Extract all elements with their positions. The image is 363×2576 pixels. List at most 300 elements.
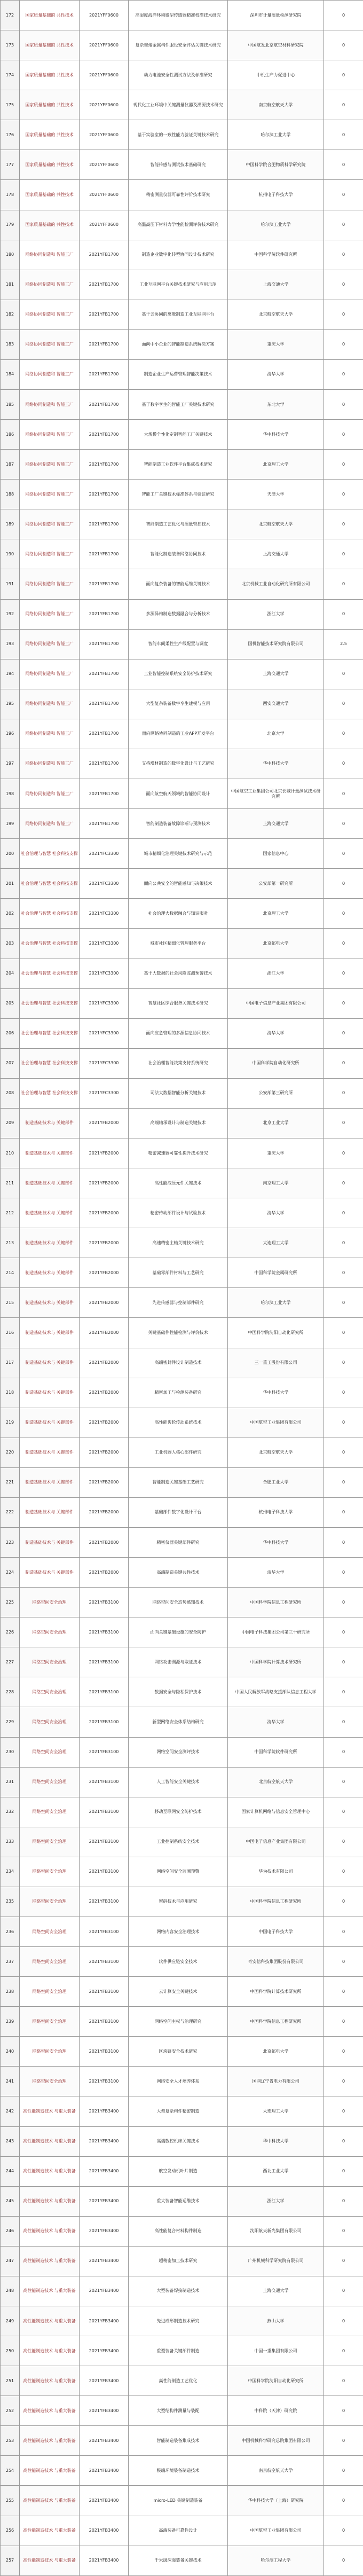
project-code: 2021YFC3300	[80, 839, 129, 869]
row-number: 249	[1, 2306, 20, 2336]
project-title: 大型复杂装备数字孪生建模与应用	[129, 689, 228, 719]
project-code: 2021YFB3100	[80, 1707, 129, 1737]
project-title: 软件供应链安全技术	[129, 1947, 228, 1977]
lead-organization: 北京航空航天大学	[228, 509, 324, 539]
table-row	[1, 929, 363, 959]
domain-field: 社会治理与智慧 社会科技支撑	[20, 988, 80, 1018]
row-number: 222	[1, 1497, 20, 1527]
table-row	[1, 569, 363, 599]
project-title: 支持增材制造的数字化设计与工艺研究	[129, 749, 228, 779]
domain-field: 社会治理与智慧 社会科技支撑	[20, 1018, 80, 1048]
lead-organization: 中国科学院信息工程研究所	[228, 1588, 324, 1617]
row-number: 178	[1, 180, 20, 210]
project-title: 智能车间柔性生产线配置与调度	[129, 629, 228, 659]
lead-organization: 中国航空工业集团有限公司	[228, 2516, 324, 2546]
row-number: 212	[1, 1198, 20, 1228]
table-row	[1, 1408, 363, 1438]
row-number: 185	[1, 390, 20, 420]
lead-organization: 上海交通大学	[228, 539, 324, 569]
funding-amount: 0	[324, 2126, 363, 2156]
domain-field: 社会治理与智慧 社会科技支撑	[20, 839, 80, 869]
table-row	[1, 1527, 363, 1557]
funding-amount: 0	[324, 899, 363, 929]
table-row	[1, 1647, 363, 1677]
table-row	[1, 2126, 363, 2156]
domain-field: 国家质量基础的 共性技术	[20, 150, 80, 180]
domain-field: 网络协同制造和 智能工厂	[20, 359, 80, 389]
project-title: 高性能复合材料构件制造	[129, 2216, 228, 2246]
domain-field: 网络协同制造和 智能工厂	[20, 719, 80, 749]
funding-amount: 0	[324, 539, 363, 569]
funding-amount: 0	[324, 2486, 363, 2516]
table-row	[1, 1827, 363, 1857]
project-code: 2021YFB3100	[80, 2067, 129, 2096]
domain-field: 制造基础技术与 关键部件	[20, 1198, 80, 1228]
project-title: 司法大数据智能分析关键技术	[129, 1078, 228, 1108]
project-title: 精密仪器关键部件研究	[129, 1527, 228, 1557]
project-code: 2021YFC3300	[80, 1078, 129, 1108]
lead-organization: 中国航发北京航空材料研究院	[228, 30, 324, 60]
project-code: 2021YFB1700	[80, 480, 129, 509]
lead-organization: 中机生产力促进中心	[228, 60, 324, 90]
lead-organization: 公安部第三研究所	[228, 1078, 324, 1108]
lead-organization: 中国科学院计算技术研究所	[228, 1647, 324, 1677]
project-code: 2021YFB3400	[80, 2246, 129, 2276]
funding-amount: 0	[324, 480, 363, 509]
lead-organization: 杭州电子科技大学	[228, 1497, 324, 1527]
domain-field: 高性能制造技术 与重大装备	[20, 2126, 80, 2156]
project-code: 2021YFB1700	[80, 629, 129, 659]
table-row	[1, 60, 363, 90]
row-number: 218	[1, 1378, 20, 1408]
project-code: 2021YFB3400	[80, 2216, 129, 2246]
funding-amount: 0	[324, 1827, 363, 1857]
funding-amount: 0	[324, 1677, 363, 1707]
lead-organization: 中科院（天津）研究院	[228, 2396, 324, 2426]
funding-amount: 0	[324, 2186, 363, 2216]
project-title: 重大装备智能运维技术	[129, 2186, 228, 2216]
row-number: 223	[1, 1527, 20, 1557]
domain-field: 网络空间安全治理	[20, 1707, 80, 1737]
table-row	[1, 2276, 363, 2306]
table-row	[1, 1677, 363, 1707]
funding-amount: 0	[324, 1288, 363, 1318]
domain-field: 社会治理与智慧 社会科技支撑	[20, 869, 80, 899]
table-row	[1, 1378, 363, 1408]
row-number: 180	[1, 240, 20, 270]
table-row	[1, 1138, 363, 1168]
project-code: 2021YFB1700	[80, 539, 129, 569]
row-number: 176	[1, 120, 20, 150]
lead-organization: 中国科学院自动化研究所	[228, 1048, 324, 1078]
funding-amount: 0	[324, 1408, 363, 1438]
project-code: 2021YFB3400	[80, 2456, 129, 2486]
lead-organization: 杭州电子科技大学	[228, 180, 324, 210]
project-code: 2021YFB1700	[80, 240, 129, 270]
project-title: 高端轴承设计与制造关键技术	[129, 1108, 228, 1138]
project-title: 基础部件数字化设计平台	[129, 1497, 228, 1527]
domain-field: 网络协同制造和 智能工厂	[20, 509, 80, 539]
domain-field: 高性能制造技术 与重大装备	[20, 2156, 80, 2186]
project-title: 智能制造装备集成技术	[129, 2426, 228, 2456]
table-row	[1, 90, 363, 120]
funding-amount: 0	[324, 2306, 363, 2336]
lead-organization: 北京理工大学	[228, 450, 324, 480]
table-row	[1, 899, 363, 929]
project-code: 2021YFC3300	[80, 1018, 129, 1048]
domain-field: 网络空间安全治理	[20, 1827, 80, 1857]
project-title: 网络空间安全态势感知技术	[129, 1588, 228, 1617]
row-number: 183	[1, 329, 20, 359]
project-code: 2021YFF0600	[80, 1, 129, 30]
table-row	[1, 1168, 363, 1198]
lead-organization: 中国电子科技大学	[228, 1917, 324, 1947]
domain-field: 网络协同制造和 智能工厂	[20, 599, 80, 629]
project-code: 2021YFB2000	[80, 1108, 129, 1138]
row-number: 197	[1, 749, 20, 779]
lead-organization: 北京航空航天大学	[228, 300, 324, 329]
table-row	[1, 1707, 363, 1737]
funding-amount: 0	[324, 2396, 363, 2426]
funding-amount: 0	[324, 1018, 363, 1048]
project-title: 高端制造关键共性技术	[129, 1558, 228, 1588]
project-code: 2021YFB3400	[80, 2156, 129, 2186]
funding-amount: 0	[324, 569, 363, 599]
project-code: 2021YFB3400	[80, 2516, 129, 2546]
domain-field: 网络空间安全治理	[20, 1647, 80, 1677]
row-number: 228	[1, 1677, 20, 1707]
project-title: 基础零部件材料与工艺研究	[129, 1258, 228, 1288]
lead-organization: 中国科学院信息工程研究所	[228, 1887, 324, 1917]
table-row	[1, 1797, 363, 1827]
row-number: 195	[1, 689, 20, 719]
row-number: 235	[1, 1887, 20, 1917]
table-row	[1, 1617, 363, 1647]
project-title: 大型复杂构件精密制造	[129, 2096, 228, 2126]
project-title: 复杂难熔金属构件服役安全评估关键技术研究	[129, 30, 228, 60]
lead-organization: 中国航空工业集团公司北京长城计量测试技术研究所	[228, 779, 324, 809]
project-title: 智能传感与测试技术基础研究	[129, 150, 228, 180]
project-title: 动力电池安全性测试方法及标准研究	[129, 60, 228, 90]
row-number: 245	[1, 2186, 20, 2216]
project-title: 高性能液压元件关键技术	[129, 1168, 228, 1198]
table-row	[1, 2306, 363, 2336]
funding-amount: 0	[324, 2216, 363, 2246]
funding-amount: 0	[324, 2426, 363, 2456]
lead-organization: 广州机械科学研究院有限公司	[228, 2246, 324, 2276]
lead-organization: 国网辽宁省电力有限公司	[228, 2067, 324, 2096]
table-row	[1, 2037, 363, 2067]
row-number: 250	[1, 2336, 20, 2366]
project-title: 移动互联网安全防护技术	[129, 1797, 228, 1827]
project-code: 2021YFB3100	[80, 1767, 129, 1797]
funding-amount: 0	[324, 1588, 363, 1617]
row-number: 227	[1, 1647, 20, 1677]
project-code: 2021YFB2000	[80, 1408, 129, 1438]
domain-field: 高性能制造技术 与重大装备	[20, 2276, 80, 2306]
funding-amount: 0	[324, 240, 363, 270]
domain-field: 制造基础技术与 关键部件	[20, 1408, 80, 1438]
domain-field: 网络空间安全治理	[20, 2067, 80, 2096]
project-code: 2021YFB3100	[80, 1797, 129, 1827]
lead-organization: 中国人民解放军战略支援部队信息工程大学	[228, 1677, 324, 1707]
row-number: 231	[1, 1767, 20, 1797]
project-code: 2021YFB1700	[80, 719, 129, 749]
project-code: 2021YFB2000	[80, 1198, 129, 1228]
domain-field: 高性能制造技术 与重大装备	[20, 2216, 80, 2246]
table-row	[1, 1, 363, 30]
funding-amount: 0	[324, 359, 363, 389]
row-number: 252	[1, 2396, 20, 2426]
project-code: 2021YFF0600	[80, 120, 129, 150]
domain-field: 网络协同制造和 智能工厂	[20, 420, 80, 450]
project-code: 2021YFB3100	[80, 1677, 129, 1707]
row-number: 220	[1, 1438, 20, 1467]
domain-field: 网络协同制造和 智能工厂	[20, 749, 80, 779]
project-title: 密码技术与应用研究	[129, 1887, 228, 1917]
funding-amount: 0	[324, 1647, 363, 1677]
row-number: 238	[1, 1977, 20, 2007]
funding-amount: 0	[324, 420, 363, 450]
project-title: 极端环境装备制造技术	[129, 2456, 228, 2486]
domain-field: 网络协同制造和 智能工厂	[20, 539, 80, 569]
table-row	[1, 2486, 363, 2516]
lead-organization: 国机智能技术研究院有限公司	[228, 629, 324, 659]
project-code: 2021YFB3100	[80, 1917, 129, 1947]
lead-organization: 中国电子信息产业集团有限公司	[228, 1827, 324, 1857]
project-code: 2021YFB3400	[80, 2366, 129, 2396]
domain-field: 制造基础技术与 关键部件	[20, 1558, 80, 1588]
lead-organization: 浙江大学	[228, 599, 324, 629]
project-code: 2021YFF0600	[80, 60, 129, 90]
project-title: 区块链安全技术研究	[129, 2037, 228, 2067]
lead-organization: 中国一重集团有限公司	[228, 2336, 324, 2366]
project-title: 社会治理大数据融合与知识服务	[129, 899, 228, 929]
domain-field: 国家质量基础的 共性技术	[20, 90, 80, 120]
table-row	[1, 1737, 363, 1767]
table-row	[1, 1497, 363, 1527]
project-code: 2021YFB3100	[80, 2037, 129, 2067]
lead-organization: 重庆大学	[228, 329, 324, 359]
project-title: 工业机器人核心部件研究	[129, 1438, 228, 1467]
lead-organization: 上海交通大学	[228, 659, 324, 689]
funding-amount: 0	[324, 90, 363, 120]
table-row	[1, 2007, 363, 2037]
table-row	[1, 2246, 363, 2276]
table-row	[1, 480, 363, 509]
project-code: 2021YFF0600	[80, 90, 129, 120]
domain-field: 网络协同制造和 智能工厂	[20, 480, 80, 509]
project-code: 2021YFB3400	[80, 2486, 129, 2516]
funding-amount: 0	[324, 2546, 363, 2575]
lead-organization: 合肥工业大学	[228, 1467, 324, 1497]
row-number: 243	[1, 2126, 20, 2156]
table-row	[1, 1018, 363, 1048]
project-code: 2021YFB3400	[80, 2426, 129, 2456]
table-row	[1, 629, 363, 659]
project-title: 高性能制造工艺优化	[129, 2366, 228, 2396]
project-title: 数据安全与隐私保护技术	[129, 1677, 228, 1707]
row-number: 182	[1, 300, 20, 329]
row-number: 172	[1, 1, 20, 30]
domain-field: 网络协同制造和 智能工厂	[20, 240, 80, 270]
lead-organization: 燕山大学	[228, 2306, 324, 2336]
lead-organization: 国家计算机网络与信息安全管理中心	[228, 1797, 324, 1827]
funding-amount: 0	[324, 1558, 363, 1588]
project-title: 精密传动部件设计与试验技术	[129, 1198, 228, 1228]
project-code: 2021YFB3100	[80, 2007, 129, 2037]
table-row	[1, 869, 363, 899]
domain-field: 社会治理与智慧 社会科技支撑	[20, 899, 80, 929]
table-row	[1, 1857, 363, 1887]
row-number: 215	[1, 1288, 20, 1318]
domain-field: 国家质量基础的 共性技术	[20, 120, 80, 150]
project-code: 2021YFB3100	[80, 1588, 129, 1617]
funding-amount: 0	[324, 2007, 363, 2037]
row-number: 184	[1, 359, 20, 389]
funding-amount: 0	[324, 749, 363, 779]
lead-organization: 华为技术有限公司	[228, 1857, 324, 1887]
table-row	[1, 2156, 363, 2186]
project-code: 2021YFB1700	[80, 450, 129, 480]
row-number: 189	[1, 509, 20, 539]
lead-organization: 大连理工大学	[228, 1228, 324, 1258]
lead-organization: 北京航空航天大学	[228, 1438, 324, 1467]
funding-amount: 0	[324, 2156, 363, 2186]
domain-field: 制造基础技术与 关键部件	[20, 1228, 80, 1258]
funding-amount: 0	[324, 1467, 363, 1497]
domain-field: 高性能制造技术 与重大装备	[20, 2486, 80, 2516]
domain-field: 制造基础技术与 关键部件	[20, 1527, 80, 1557]
lead-organization: 清华大学	[228, 1198, 324, 1228]
project-code: 2021YFB3100	[80, 1647, 129, 1677]
funding-amount: 0	[324, 509, 363, 539]
table-row	[1, 150, 363, 180]
table-row	[1, 2067, 363, 2096]
lead-organization: 中国科学院信息工程研究所	[228, 2007, 324, 2037]
domain-field: 高性能制造技术 与重大装备	[20, 2516, 80, 2546]
project-code: 2021YFF0600	[80, 30, 129, 60]
domain-field: 网络空间安全治理	[20, 1737, 80, 1767]
row-number: 194	[1, 659, 20, 689]
domain-field: 网络协同制造和 智能工厂	[20, 329, 80, 359]
row-number: 233	[1, 1827, 20, 1857]
row-number: 209	[1, 1108, 20, 1138]
lead-organization: 天津大学	[228, 480, 324, 509]
lead-organization: 大连理工大学	[228, 2096, 324, 2126]
table-row	[1, 420, 363, 450]
table-row	[1, 1258, 363, 1288]
lead-organization: 深圳市计量质量检测研究院	[228, 1, 324, 30]
table-row	[1, 1467, 363, 1497]
lead-organization: 中国科学院合肥物质科学研究院	[228, 150, 324, 180]
project-code: 2021YFB2000	[80, 1288, 129, 1318]
lead-organization: 北京大学	[228, 719, 324, 749]
project-title: 面向复杂装备的智能运维关键技术	[129, 569, 228, 599]
row-number: 174	[1, 60, 20, 90]
lead-organization: 西北工业大学	[228, 2156, 324, 2186]
funding-amount: 0	[324, 2456, 363, 2486]
project-title: 高端数控机床关键技术	[129, 2126, 228, 2156]
funding-amount: 0	[324, 719, 363, 749]
project-title: 网络空间安全测评技术	[129, 1737, 228, 1767]
funding-amount: 0	[324, 1857, 363, 1887]
row-number: 237	[1, 1947, 20, 1977]
project-title: 工业互联网平台关键技术研究与应用示范	[129, 270, 228, 300]
lead-organization: 上海交通大学	[228, 270, 324, 300]
table-row	[1, 1917, 363, 1947]
row-number: 230	[1, 1737, 20, 1767]
funding-amount: 0	[324, 988, 363, 1018]
project-title: 制造企业数字化转型协同设计技术研究	[129, 240, 228, 270]
lead-organization: 浙江大学	[228, 2186, 324, 2216]
row-number: 229	[1, 1707, 20, 1737]
domain-field: 网络空间安全治理	[20, 2037, 80, 2067]
table-row	[1, 659, 363, 689]
row-number: 236	[1, 1917, 20, 1947]
lead-organization: 北京邮电大学	[228, 2037, 324, 2067]
table-row	[1, 2396, 363, 2426]
project-code: 2021YFB1700	[80, 359, 129, 389]
table-row	[1, 240, 363, 270]
row-number: 217	[1, 1348, 20, 1378]
domain-field: 网络空间安全治理	[20, 1588, 80, 1617]
row-number: 190	[1, 539, 20, 569]
table-row	[1, 539, 363, 569]
project-title: 大规模个性化定制智能工厂关键技术	[129, 420, 228, 450]
lead-organization: 中国科学院沈阳自动化研究所	[228, 2366, 324, 2396]
row-number: 224	[1, 1558, 20, 1588]
project-title: 城市社区精细化管理服务平台	[129, 929, 228, 959]
project-code: 2021YFB1700	[80, 659, 129, 689]
table-row	[1, 1588, 363, 1617]
project-title: 精密加工与检测装备研究	[129, 1378, 228, 1408]
table-row	[1, 1558, 363, 1588]
funding-amount: 0	[324, 2246, 363, 2276]
domain-field: 网络空间安全治理	[20, 1677, 80, 1707]
row-number: 187	[1, 450, 20, 480]
table-row	[1, 1977, 363, 2007]
funding-amount: 0	[324, 300, 363, 329]
row-number: 246	[1, 2216, 20, 2246]
project-code: 2021YFB1700	[80, 689, 129, 719]
row-number: 196	[1, 719, 20, 749]
row-number: 256	[1, 2516, 20, 2546]
row-number: 208	[1, 1078, 20, 1108]
table-row	[1, 1048, 363, 1078]
funding-amount: 0	[324, 1737, 363, 1767]
project-title: 高性能齿轮传动系统技术	[129, 1408, 228, 1438]
funding-amount: 0	[324, 1497, 363, 1527]
project-title: 智慧社区综合服务关键技术研究	[129, 988, 228, 1018]
row-number: 191	[1, 569, 20, 599]
funding-amount: 0	[324, 210, 363, 240]
table-row	[1, 30, 363, 60]
project-title: 智能制造关键基础工艺研究	[129, 1467, 228, 1497]
domain-field: 高性能制造技术 与重大装备	[20, 2396, 80, 2426]
project-title: 云计算安全关键技术	[129, 1977, 228, 2007]
row-number: 226	[1, 1617, 20, 1647]
table-row	[1, 180, 363, 210]
funding-amount: 0	[324, 779, 363, 809]
project-code: 2021YFB2000	[80, 1228, 129, 1258]
table-row	[1, 719, 363, 749]
table-row	[1, 2186, 363, 2216]
lead-organization: 北京邮电大学	[228, 929, 324, 959]
project-code: 2021YFB3400	[80, 2546, 129, 2575]
project-title: 面向关键基础设施的安全防护	[129, 1617, 228, 1647]
table-row	[1, 689, 363, 719]
